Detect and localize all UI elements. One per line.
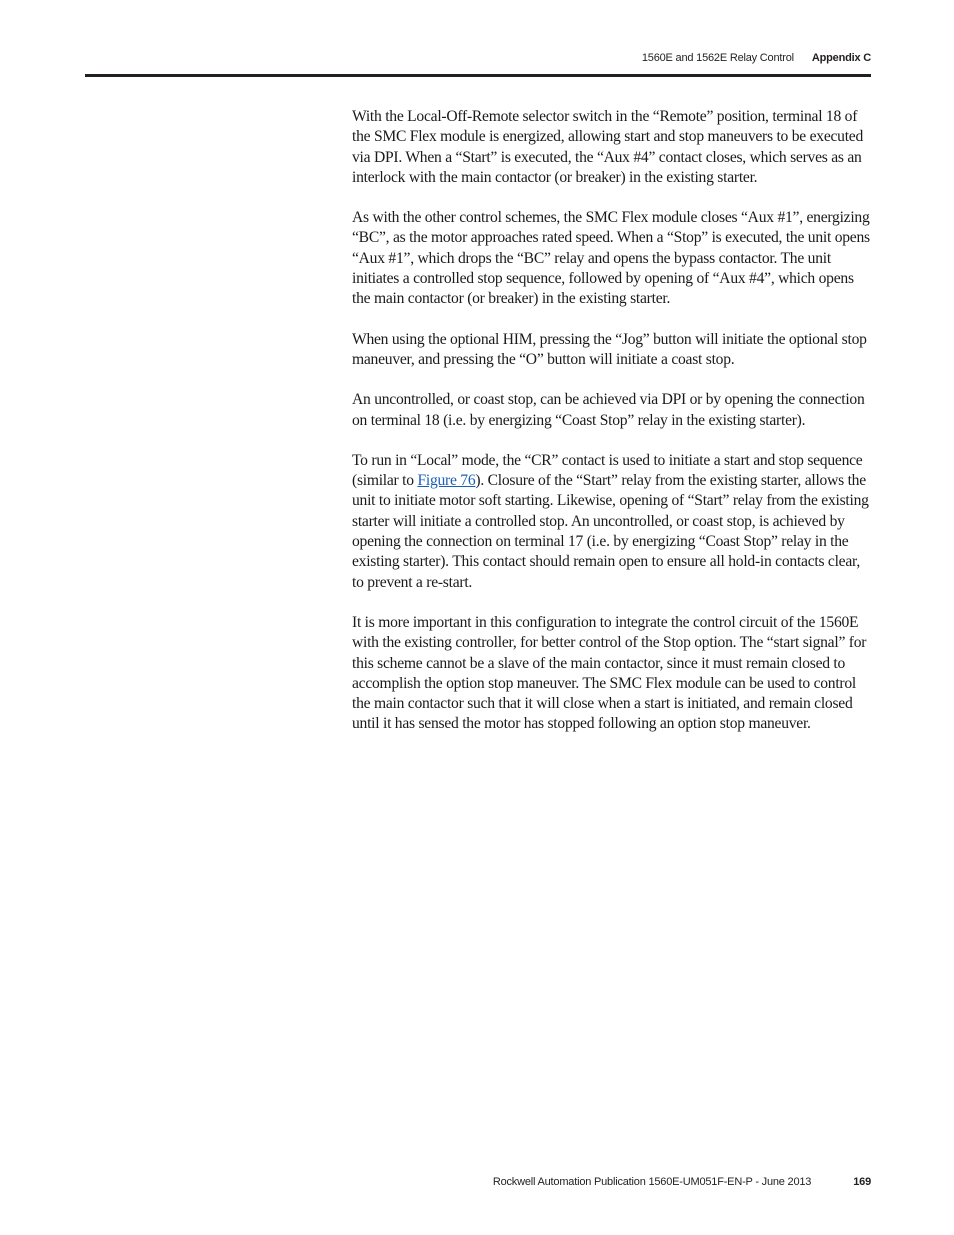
- paragraph-local-mode: [352, 451, 872, 593]
- paragraph-configuration: It is more important in this configuration to integrate the control circuit of the 1560E with the existing controller, for better control of the Stop option. The “start signal” for this scheme cannot be a slave of the main contactor, since it must remain closed to accomplish the option stop maneuver. The SMC Flex module can be used to control the main contactor such that it will close when a start is initiated, and remain closed until it has sensed the motor has stopped following an option stop maneuver.: [352, 613, 867, 733]
- page-header: [85, 52, 871, 70]
- footer-page-number: 169: [853, 1176, 871, 1188]
- paragraph-control-schemes: As with the other control schemes, the SMC Flex module closes “Aux #1”, energizing “BC”, as the motor approaches rated speed. When a “Stop” is executed, the unit opens “Aux #1”, which drops the “BC” relay and opens the bypass contactor. The unit initiates a controlled stop sequence, followed by opening of “Aux #4”, which opens the main contactor (or breaker) in the existing starter.: [352, 209, 870, 308]
- local-mode-text-end: ). Closure of the “Start” relay from the existing starter, allows the unit to initiate motor soft starting. Likewise, opening of “Start” relay from the existing starter will initiate a controlled stop. An uncontrolled, or coast stop, is achieved by opening the connection on terminal 17 (i.e. by energizing “Coast Stop” relay in the existing starter). This contact should remain open to ensure all hold-in contacts clear, to prevent a re-start.: [352, 472, 869, 591]
- header-title: 1560E and 1562E Relay Control: [641, 52, 794, 64]
- figure-76-link[interactable]: Figure 76: [417, 472, 476, 490]
- page-footer: [85, 1176, 871, 1188]
- footer-publication: Rockwell Automation Publication 1560E-UM051F-EN-P - June 2013: [492, 1176, 812, 1188]
- paragraph-remote-mode: With the Local-Off-Remote selector switch in the “Remote” position, terminal 18 of the SMC Flex module is energized, allowing start and stop maneuvers to be executed via DPI. When a “Start” is executed, the “Aux #4” contact closes, which serves as an interlock with the main contactor (or breaker) in the existing starter.: [352, 108, 864, 186]
- paragraph-coast-stop: An uncontrolled, or coast stop, can be achieved via DPI or by opening the connection on terminal 18 (i.e. by energizing “Coast Stop” relay in the existing starter).: [352, 391, 865, 429]
- header-rule: [85, 74, 871, 77]
- local-mode-text-start: To run in “Local” mode, the “CR” contact is used to initiate a start and stop sequence (similar to: [352, 451, 863, 490]
- paragraph-him: When using the optional HIM, pressing the “Jog” button will initiate the optional stop maneuver, and pressing the “O” button will initiate a coast stop.: [352, 330, 867, 368]
- header-appendix: Appendix C: [811, 52, 871, 64]
- body-text: [352, 107, 872, 755]
